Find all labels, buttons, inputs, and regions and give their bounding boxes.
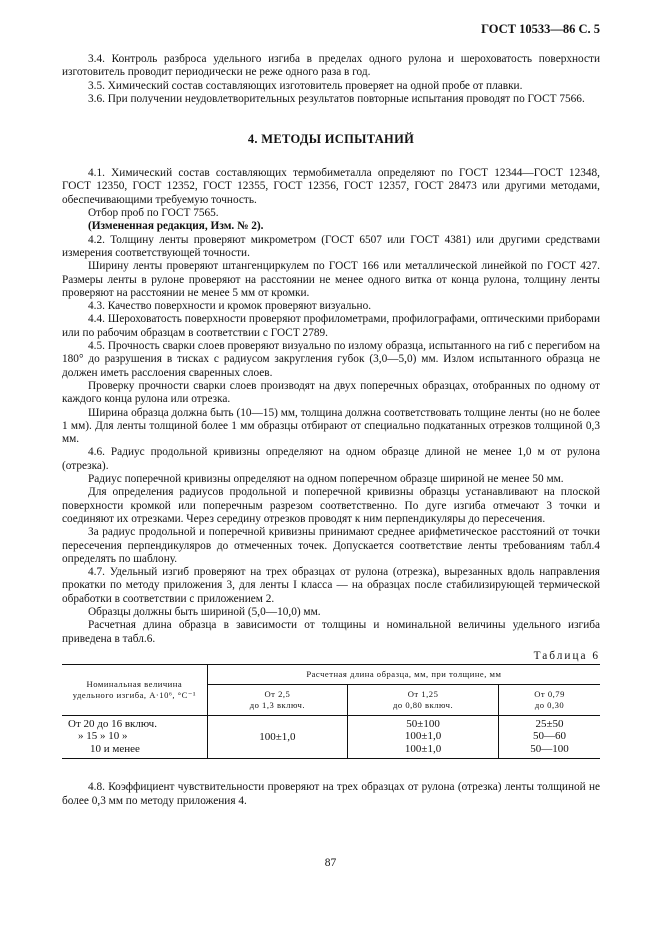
row-label: » 15 » 10 »: [78, 730, 128, 743]
table-subheader-1-line2: до 1,3 включ.: [249, 699, 306, 710]
table-header-bending: [62, 664, 207, 715]
paragraph-4-7: 4.7. Удельный изгиб проверяют на трех образцах от рулона (отрезка), вырезанных вдоль направления прокатки по методу приложения 3, для ленты I класса — на образцах после стабилизирующей термической обработки в соответствии с приложением 2.: [62, 566, 600, 605]
amendment-note: (Измененная редакция, Изм. № 2).: [88, 220, 264, 233]
table-row: [62, 715, 600, 759]
paragraph-width: Ширину ленты проверяют штангенциркулем по ГОСТ 166 или металлической линейкой по ГОСТ 427. Размеры ленты в рулоне проверяют на расстоянии не менее одного витка от конца рулона, толщину ленты проверяют на расстоянии не менее 5 мм от кромки.: [62, 260, 600, 299]
table-cell: 100±1,0: [404, 742, 442, 755]
paragraph-transverse: Радиус поперечной кривизны определяют на одном поперечном образце шириной не менее 50 мм.: [88, 473, 564, 486]
section-title: 4. МЕТОДЫ ИСПЫТАНИЙ: [247, 132, 415, 147]
table-cell: 25±50: [535, 717, 564, 730]
paragraph-3-4: 3.4. Контроль разброса удельного изгиба в пределах одного рулона и шероховатость поверхности изготовитель проводит периодически не реже одного раза в год.: [62, 53, 600, 79]
table-cell: 50—100: [530, 742, 569, 755]
table-col-1: [207, 715, 347, 759]
table-header-bending-line1: Номинальная величина: [86, 678, 183, 689]
table-cell: 50±100: [406, 717, 440, 730]
paragraph-4-5: 4.5. Прочность сварки слоев проверяют визуально по излому образца, испытанного на гиб с перегибом на 180° до разрушения в тисках с радиусом закругления губок (3,0—5,0) мм. Излом испытанного образца не должен иметь расслоения сваренных слоев.: [62, 340, 600, 379]
table-col-3: [499, 715, 600, 759]
paragraph-3-5: 3.5. Химический состав составляющих изготовитель проверяет на одной пробе от плавки.: [88, 79, 523, 92]
table-subheader-2-line2: до 0,80 включ.: [393, 699, 454, 710]
table-cell: 100±1,0: [404, 730, 442, 743]
table-subheader-3: [499, 684, 600, 715]
table-subheader-3-line2: до 0,30: [534, 699, 565, 710]
table-subheader-2-line1: От 1,25: [407, 688, 439, 699]
table-subheader-1-line1: От 2,5: [264, 688, 291, 699]
paragraph-3-6: 3.6. При получении неудовлетворительных результатов повторные испытания проводят по ГОСТ 7566.: [88, 92, 585, 105]
table-row-labels: [62, 715, 207, 759]
table-subheader-3-line1: От 0,79: [534, 688, 565, 699]
paragraph-radii: Для определения радиусов продольной и поперечной кривизны образцы устанавливают на плоской поверхности кромкой или поперечным разрезом соответственно. По дуге изгиба отмечают 3 точки и соединяют их отрезками. Через середину отрезков проводят к ним перпендикуляры до пересечения.: [62, 486, 600, 525]
table-cell: 100±1,0: [259, 730, 296, 743]
row-label: 10 и менее: [90, 742, 140, 755]
table-col-2: [348, 715, 499, 759]
paragraph-4-6: 4.6. Радиус продольной кривизны определяют на одном образце длиной не менее 1,0 м от рулона (отрезка).: [62, 446, 600, 472]
paragraph-weld-check: Проверку прочности сварки слоев производят на двух поперечных образцах, отобранных по одному от каждого конца рулона или отрезка.: [62, 379, 600, 406]
row-label: От 20 до 16 включ.: [68, 717, 157, 730]
table-cell: 50—60: [533, 730, 567, 743]
paragraph-4-4: 4.4. Шероховатость поверхности проверяют профилометрами, профилографами, оптическими приборами или по рабочим образцам в соответствии с ГОСТ 2789.: [62, 313, 600, 339]
table-header-bending-line2: удельного изгиба, A·10⁶, °C⁻¹: [72, 689, 196, 700]
table-caption: Таблица 6: [533, 649, 600, 662]
table-subheader-1: [207, 684, 347, 715]
paragraph-4-1: 4.1. Химический состав составляющих термобиметалла определяют по ГОСТ 12344—ГОСТ 12348, ГОСТ 12350, ГОСТ 12352, ГОСТ 12355, ГОСТ 12356, ГОСТ 12357, ГОСТ 28473 или другими методами, обеспечивающими требуемую точность.: [62, 167, 600, 206]
paragraph-4-2: 4.2. Толщину ленты проверяют микрометром (ГОСТ 6507 или ГОСТ 4381) или другими средствами измерения соответствующей точности.: [62, 233, 600, 259]
paragraph-sampling: Отбор проб по ГОСТ 7565.: [88, 207, 219, 220]
page-number: 87: [324, 857, 337, 869]
page-header: ГОСТ 10533—86 С. 5: [481, 22, 600, 36]
table-6: [62, 664, 600, 760]
paragraph-samples: Образцы должны быть шириной (5,0—10,0) мм.: [88, 605, 321, 618]
table-group-header: Расчетная длина образца, мм, при толщине, мм: [207, 664, 600, 684]
document-page: [62, 22, 600, 808]
paragraph-mean: За радиус продольной и поперечной кривизны принимают среднее арифметическое расстояний от точки пересечения перпендикуляров до отмеченных точек. Допускается соответствие ленты требованиям табл.4 определять по шаблону.: [62, 526, 600, 565]
paragraph-4-3: 4.3. Качество поверхности и кромок проверяют визуально.: [88, 300, 372, 313]
table-subheader-2: [348, 684, 499, 715]
paragraph-4-8: 4.8. Коэффициент чувствительности проверяют на трех образцах от рулона (отрезка) ленты толщиной не более 0,3 мм по методу приложения 4.: [62, 781, 600, 807]
paragraph-length: Расчетная длина образца в зависимости от толщины и номинальной величины удельного изгиба приведена в табл.6.: [62, 619, 600, 645]
paragraph-sample-width: Ширина образца должна быть (10—15) мм, толщина должна соответствовать толщине ленты (но не более 1 мм). Для ленты толщиной более 1 мм образцы отбирают от специально подкатанных отрезков толщиной 0,3 мм.: [62, 406, 600, 446]
